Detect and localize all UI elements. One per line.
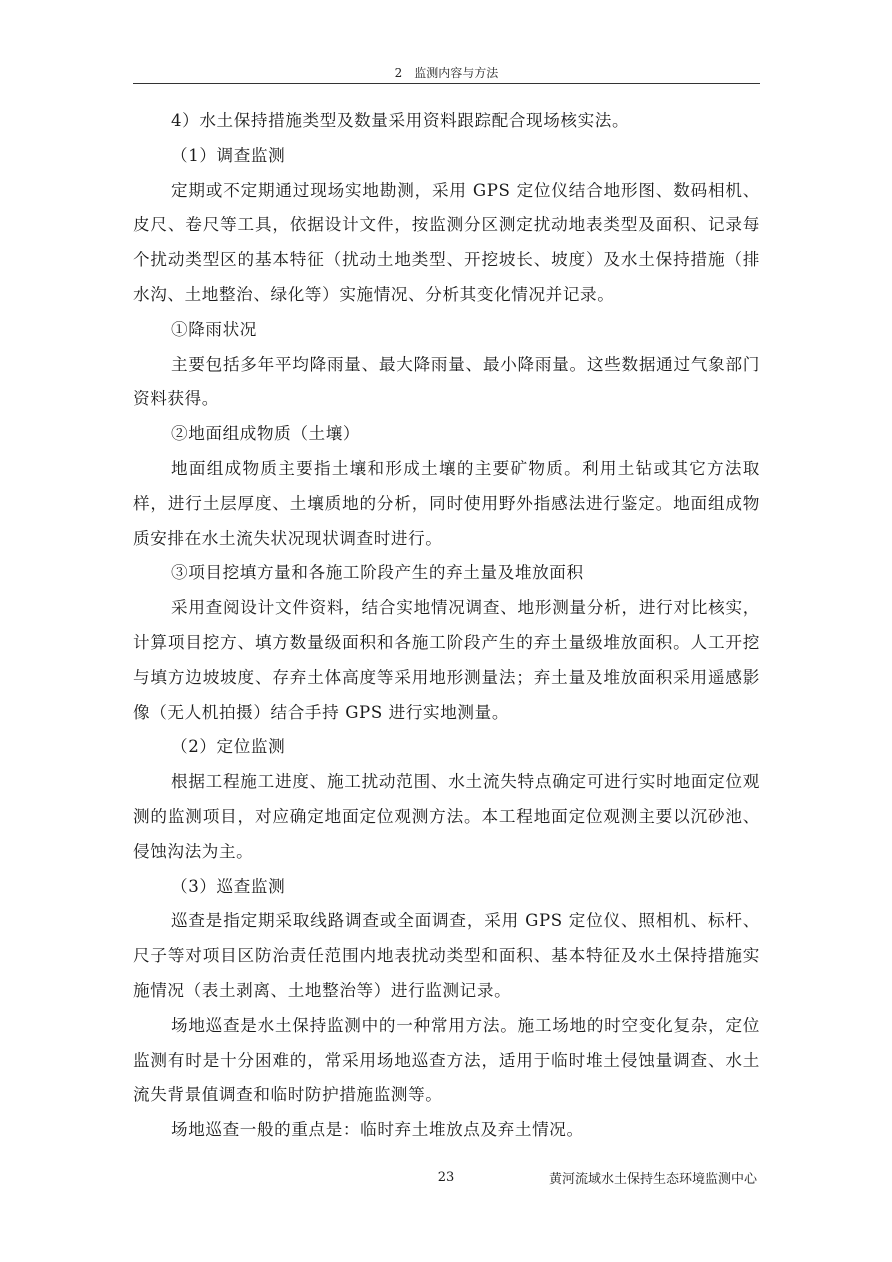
page-number: 23 — [437, 1170, 455, 1185]
body-text — [133, 104, 760, 1148]
paragraph-patrol-monitoring: 巡查是指定期采取线路调查或全面调查，采用 GPS 定位仪、照相机、标杆、尺子等对项目区防治责任范围内地表扰动类型和面积、基本特征及水土保持措施实施情况（表土剥离、土地整治等）进行监测记录。 — [133, 911, 760, 1000]
heading-survey-monitoring: （1）调查监测 — [171, 145, 286, 165]
heading-soil: ②地面组成物质（土壤） — [171, 424, 361, 444]
heading-fixed-point-monitoring: （2）定位监测 — [171, 737, 286, 757]
running-header: 2 监测内容与方法 — [394, 66, 499, 80]
paragraph-survey-monitoring: 定期或不定期通过现场实地勘测，采用 GPS 定位仪结合地形图、数码相机、皮尺、卷尺等工具，依据设计文件，按监测分区测定扰动地表类型及面积、记录每个扰动类型区的基本特征（扰动土地类型、开挖坡长、坡度）及水土保持措施（排水沟、土地整治、绿化等）实施情况、分析其变化情况并记录。 — [133, 180, 760, 304]
heading-rainfall: ①降雨状况 — [171, 319, 257, 339]
header-rule — [133, 83, 760, 84]
paragraph-site-patrol-focus: 场地巡查一般的重点是：临时弃土堆放点及弃土情况。 — [171, 1120, 584, 1140]
paragraph-fixed-point-monitoring: 根据工程施工进度、施工扰动范围、水土流失特点确定可进行实时地面定位观测的监测项目，对应确定地面定位观测方法。本工程地面定位观测主要以沉砂池、侵蚀沟法为主。 — [133, 772, 760, 861]
paragraph-rainfall: 主要包括多年平均降雨量、最大降雨量、最小降雨量。这些数据通过气象部门资料获得。 — [133, 354, 760, 409]
paragraph-site-patrol: 场地巡查是水土保持监测中的一种常用方法。施工场地的时空变化复杂，定位监测有时是十分困难的，常采用场地巡查方法，适用于临时堆土侵蚀量调查、水土流失背景值调查和临时防护措施监测等。 — [133, 1015, 760, 1105]
paragraph-earthwork: 采用查阅设计文件资料，结合实地情况调查、地形测量分析，进行对比核实，计算项目挖方、填方数量级面积和各施工阶段产生的弃土量级堆放面积。人工开挖与填方边坡坡度、存弃土体高度等采用地形测量法；弃土量及堆放面积采用遥感影像（无人机拍摄）结合手持 GPS 进行实地测量。 — [133, 598, 760, 722]
heading-earthwork: ③项目挖填方量和各施工阶段产生的弃土量及堆放面积 — [171, 563, 584, 583]
paragraph-method-4: 4）水土保持措施类型及数量采用资料跟踪配合现场核实法。 — [171, 111, 630, 130]
footer-organization: 黄河流域水土保持生态环境监测中心 — [548, 1172, 757, 1187]
paragraph-soil: 地面组成物质主要指土壤和形成土壤的主要矿物质。利用土钻或其它方法取样，进行土层厚度、土壤质地的分析，同时使用野外指感法进行鉴定。地面组成物质安排在水土流失状况现状调查时进行。 — [133, 458, 760, 548]
heading-patrol-monitoring: （3）巡查监测 — [171, 876, 286, 896]
